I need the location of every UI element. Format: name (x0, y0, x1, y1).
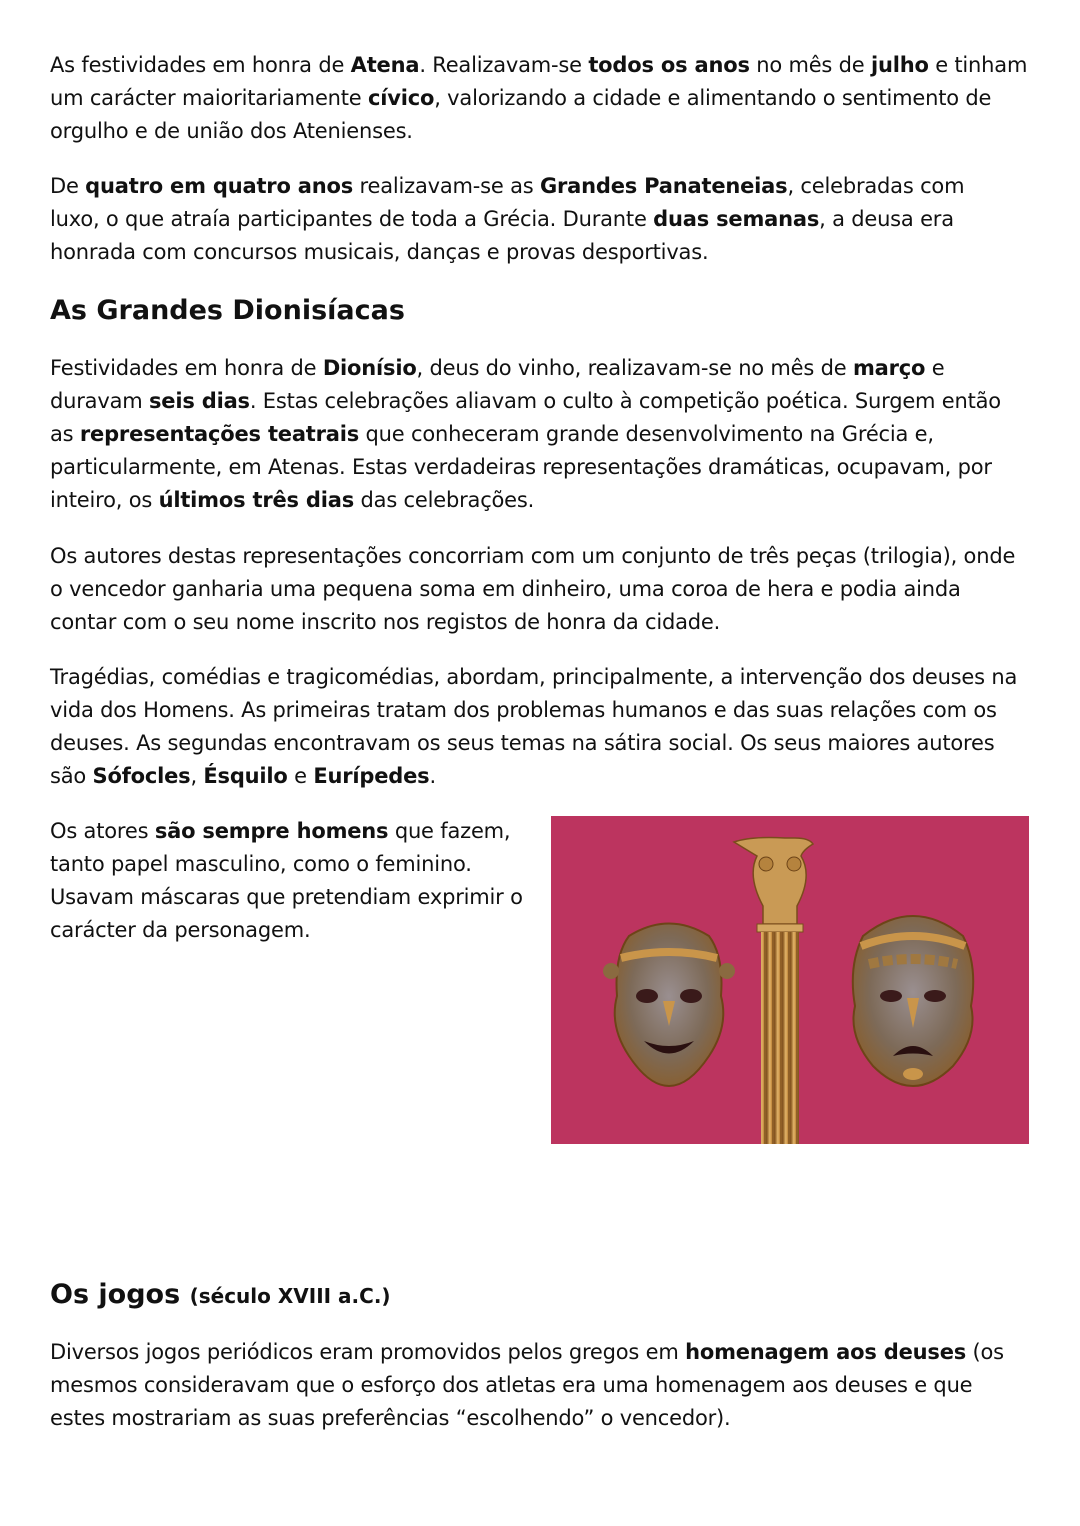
text: . (429, 764, 436, 788)
bold-text: últimos três dias (158, 488, 355, 512)
bold-text: Sófocles (92, 764, 191, 788)
paragraph-dionisiacas-4 (50, 815, 530, 947)
bold-text: duas semanas (653, 207, 820, 231)
paragraph-dionisiacas-1 (50, 352, 1020, 517)
text: De (50, 174, 86, 198)
paragraph-jogos-1 (50, 1336, 1020, 1435)
text: no mês de (749, 53, 871, 77)
text: , (190, 764, 204, 788)
text: Diversos jogos periódicos eram promovidos pelos gregos em (50, 1340, 686, 1364)
paragraph-dionisiacas-2: Os autores destas representações concorriam com um conjunto de três peças (trilogia), onde o vencedor ganharia uma pequena soma em dinheiro, uma coroa de hera e podia ainda contar com o seu nome inscrito nos registos de honra da cidade. (50, 544, 1016, 634)
text: que fazem, tanto papel masculino, como o feminino. Usavam máscaras que pretendiam exprimir o carácter da personagem. (50, 819, 523, 942)
bold-text: Atena (350, 53, 420, 77)
bold-text: seis dias (148, 389, 250, 413)
paragraph-panateneias-1 (50, 49, 1035, 148)
bold-text: são sempre homens (154, 819, 389, 843)
bold-text: março (852, 356, 926, 380)
text: e duravam (50, 356, 945, 413)
text: , a deusa era honrada com concursos musicais, danças e provas desportivas. (50, 207, 954, 264)
bold-text: todos os anos (588, 53, 750, 77)
bold-text: homenagem aos deuses (685, 1340, 967, 1364)
text: realizavam-se as (353, 174, 540, 198)
bold-text: representações teatrais (79, 422, 360, 446)
paragraph-dionisiacas-3 (50, 661, 1025, 793)
tragedy-mask-icon (853, 916, 973, 1086)
text: . Estas celebrações aliavam o culto à competição poética. Surgem então as (50, 389, 1001, 446)
bold-text: Eurípedes (313, 764, 430, 788)
text: , valorizando a cidade e alimentando o sentimento de orgulho e de união dos Atenienses. (50, 86, 992, 143)
text: , celebradas com luxo, o que atraía participantes de toda a Grécia. Durante (50, 174, 965, 231)
text: e (287, 764, 314, 788)
theatre-masks-illustration (551, 816, 1029, 1144)
heading-subtitle: (século XVIII a.C.) (189, 1284, 391, 1308)
text: . Realizavam-se (419, 53, 589, 77)
bold-text: Ésquilo (203, 764, 288, 788)
text: (os mesmos consideravam que o esforço dos atletas era uma homenagem aos deuses e que estes mostrariam as suas preferências “escolhendo” o vencedor). (50, 1340, 1004, 1430)
text: , deus do vinho, realizavam-se no mês de (416, 356, 853, 380)
heading-main: Os jogos (50, 1279, 181, 1310)
bold-text: Dionísio (322, 356, 417, 380)
text: Tragédias, comédias e tragicomédias, abordam, principalmente, a intervenção dos deuses na vida dos Homens. As primeiras tratam dos problemas humanos e das suas relações com os deuses. As segundas encontravam os seus temas na sátira social. Os seus maiores autores são (50, 665, 1018, 788)
paragraph-panateneias-2 (50, 170, 1000, 269)
text: Festividades em honra de (50, 356, 323, 380)
heading-jogos (50, 1277, 391, 1314)
bold-text: cívico (368, 86, 435, 110)
text: que conheceram grande desenvolvimento na Grécia e, particularmente, em Atenas. Estas verdadeiras representações dramáticas, ocupavam, por inteiro, os (50, 422, 992, 512)
text: Os atores (50, 819, 155, 843)
text: e tinham um carácter maioritariamente (50, 53, 1028, 110)
text: As festividades em honra de (50, 53, 351, 77)
bold-text: Grandes Panateneias (539, 174, 788, 198)
text: das celebrações. (354, 488, 535, 512)
theatre-masks-image (551, 816, 1029, 1144)
bold-text: quatro em quatro anos (85, 174, 354, 198)
heading-dionisiacas: As Grandes Dionisíacas (50, 295, 405, 326)
bold-text: julho (870, 53, 929, 77)
